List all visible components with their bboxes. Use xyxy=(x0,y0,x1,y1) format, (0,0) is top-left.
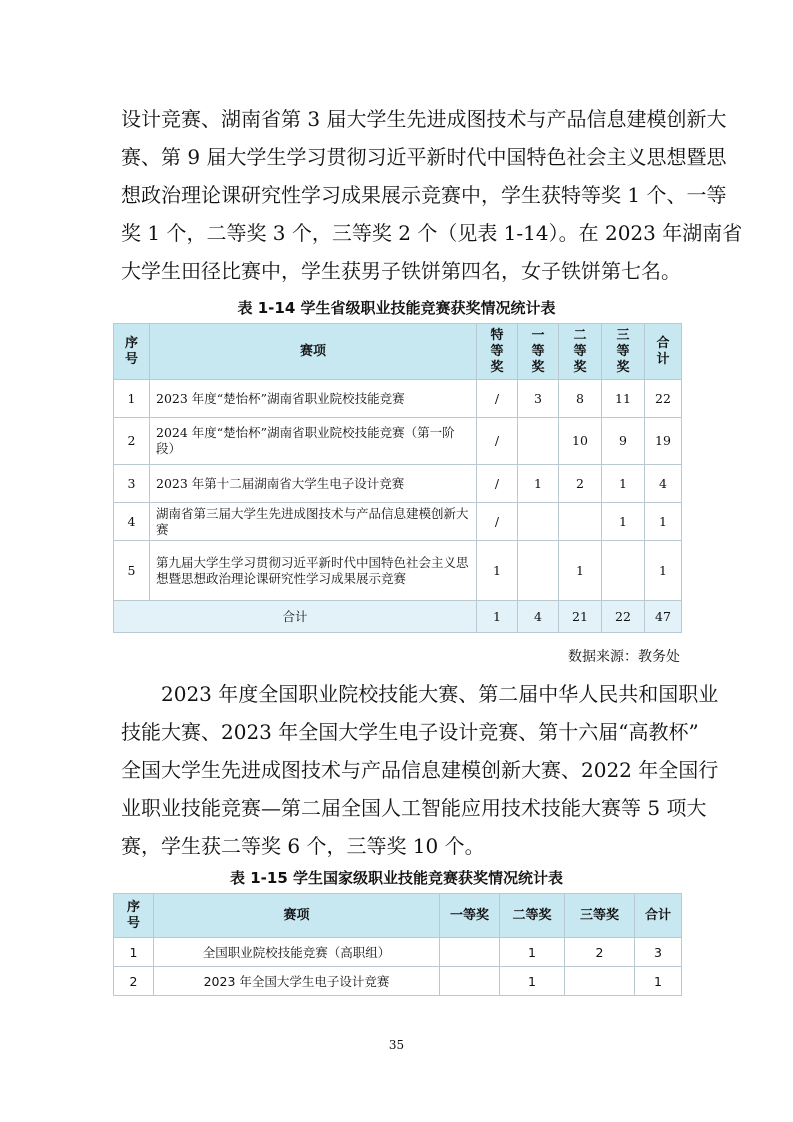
text-line: 2023 年度全国职业院校技能大赛、第二届中华人民共和国职业 xyxy=(161,682,719,706)
cell-event: 2023 年第十二届湖南省大学生电子设计竞赛 xyxy=(150,465,477,503)
table-row xyxy=(114,967,682,996)
cell-seq: 2 xyxy=(114,418,150,465)
text-line: 赛，学生获二等奖 6 个，三等奖 10 个。 xyxy=(121,834,485,858)
cell-third: 2 xyxy=(565,938,635,967)
cell-special: / xyxy=(477,503,518,541)
cell-special: / xyxy=(477,465,518,503)
table-caption: 表 1-14 学生省级职业技能竞赛获奖情况统计表 xyxy=(237,299,556,317)
text-line: 业职业技能竞赛—第二届全国人工智能应用技术技能大赛等 5 项大 xyxy=(121,796,707,820)
text-line: 赛、第 9 届大学生学习贯彻习近平新时代中国特色社会主义思想暨思 xyxy=(121,145,727,169)
text-line: 想政治理论课研究性学习成果展示竞赛中，学生获特等奖 1 个、一等 xyxy=(121,183,727,207)
cell-seq: 4 xyxy=(114,503,150,541)
body-paragraph xyxy=(121,675,719,865)
cell-third xyxy=(602,541,645,601)
cell-first xyxy=(440,967,500,996)
cell-second: 1 xyxy=(500,938,565,967)
cell-first xyxy=(440,938,500,967)
cell-total-label: 合计 xyxy=(114,601,477,633)
table-row xyxy=(114,503,682,541)
cell-first: 1 xyxy=(518,465,559,503)
header-second-prize: 二 等 奖 xyxy=(559,324,602,380)
cell-third: 1 xyxy=(602,465,645,503)
text-line: 奖 1 个，二等奖 3 个，三等奖 2 个（见表 1-14）。在 2023 年湖南省 xyxy=(121,221,743,245)
cell-total: 1 xyxy=(645,541,682,601)
header-seq: 序 号 xyxy=(114,324,150,380)
table-caption: 表 1-15 学生国家级职业技能竞赛获奖情况统计表 xyxy=(230,869,563,887)
data-source-note: 数据来源：教务处 xyxy=(568,649,680,665)
table-header-row xyxy=(114,894,682,938)
cell-total: 3 xyxy=(635,938,682,967)
cell-special: 1 xyxy=(477,601,518,633)
cell-event: 2024 年度“楚怡杯”湖南省职业院校技能竞赛（第一阶段） xyxy=(150,418,477,465)
cell-second: 21 xyxy=(559,601,602,633)
cell-event: 2023 年全国大学生电子设计竞赛 xyxy=(154,967,440,996)
cell-third: 22 xyxy=(602,601,645,633)
header-special-prize: 特 等 奖 xyxy=(477,324,518,380)
cell-second: 8 xyxy=(559,380,602,418)
text-line: 大学生田径比赛中，学生获男子铁饼第四名，女子铁饼第七名。 xyxy=(121,259,681,283)
header-seq: 序 号 xyxy=(114,894,154,938)
header-first-prize: 一 等 奖 xyxy=(518,324,559,380)
text-line: 设计竞赛、湖南省第 3 届大学生先进成图技术与产品信息建模创新大 xyxy=(121,107,727,131)
header-second-prize: 二等奖 xyxy=(500,894,565,938)
cell-special: 1 xyxy=(477,541,518,601)
cell-second: 1 xyxy=(559,541,602,601)
text-line: 技能大赛、2023 年全国大学生电子设计竞赛、第十六届“高教杯” xyxy=(121,720,699,744)
page-number: 35 xyxy=(388,1038,405,1052)
cell-seq: 3 xyxy=(114,465,150,503)
table-total-row xyxy=(114,601,682,633)
intro-paragraph xyxy=(121,100,743,290)
cell-special: / xyxy=(477,418,518,465)
cell-first: 3 xyxy=(518,380,559,418)
cell-event: 第九届大学生学习贯彻习近平新时代中国特色社会主义思想暨思想政治理论课研究性学习成果展示竞赛 xyxy=(150,541,477,601)
table-row xyxy=(114,418,682,465)
text-line: 全国大学生先进成图技术与产品信息建模创新大赛、2022 年全国行 xyxy=(121,758,719,782)
table-row xyxy=(114,541,682,601)
cell-total: 19 xyxy=(645,418,682,465)
cell-first: 4 xyxy=(518,601,559,633)
table-header-row xyxy=(114,324,682,380)
cell-second: 1 xyxy=(500,967,565,996)
cell-second xyxy=(559,503,602,541)
cell-seq: 1 xyxy=(114,938,154,967)
cell-special: / xyxy=(477,380,518,418)
header-first-prize: 一等奖 xyxy=(440,894,500,938)
cell-third xyxy=(565,967,635,996)
header-third-prize: 三等奖 xyxy=(565,894,635,938)
table-row xyxy=(114,380,682,418)
table-row xyxy=(114,938,682,967)
cell-first xyxy=(518,503,559,541)
cell-third: 11 xyxy=(602,380,645,418)
table-row xyxy=(114,465,682,503)
header-third-prize: 三 等 奖 xyxy=(602,324,645,380)
cell-seq: 2 xyxy=(114,967,154,996)
cell-second: 2 xyxy=(559,465,602,503)
cell-seq: 5 xyxy=(114,541,150,601)
header-total: 合计 xyxy=(635,894,682,938)
cell-total: 1 xyxy=(645,503,682,541)
cell-event: 全国职业院校技能竞赛（高职组） xyxy=(154,938,440,967)
cell-total: 4 xyxy=(645,465,682,503)
cell-third: 9 xyxy=(602,418,645,465)
cell-total: 1 xyxy=(635,967,682,996)
provincial-awards-table xyxy=(113,323,682,633)
cell-third: 1 xyxy=(602,503,645,541)
cell-event: 2023 年度“楚怡杯”湖南省职业院校技能竞赛 xyxy=(150,380,477,418)
cell-second: 10 xyxy=(559,418,602,465)
cell-total: 47 xyxy=(645,601,682,633)
header-event: 赛项 xyxy=(154,894,440,938)
national-awards-table xyxy=(113,893,682,996)
cell-first xyxy=(518,541,559,601)
header-event: 赛项 xyxy=(150,324,477,380)
cell-event: 湖南省第三届大学生先进成图技术与产品信息建模创新大赛 xyxy=(150,503,477,541)
cell-first xyxy=(518,418,559,465)
header-total: 合 计 xyxy=(645,324,682,380)
cell-total: 22 xyxy=(645,380,682,418)
cell-seq: 1 xyxy=(114,380,150,418)
